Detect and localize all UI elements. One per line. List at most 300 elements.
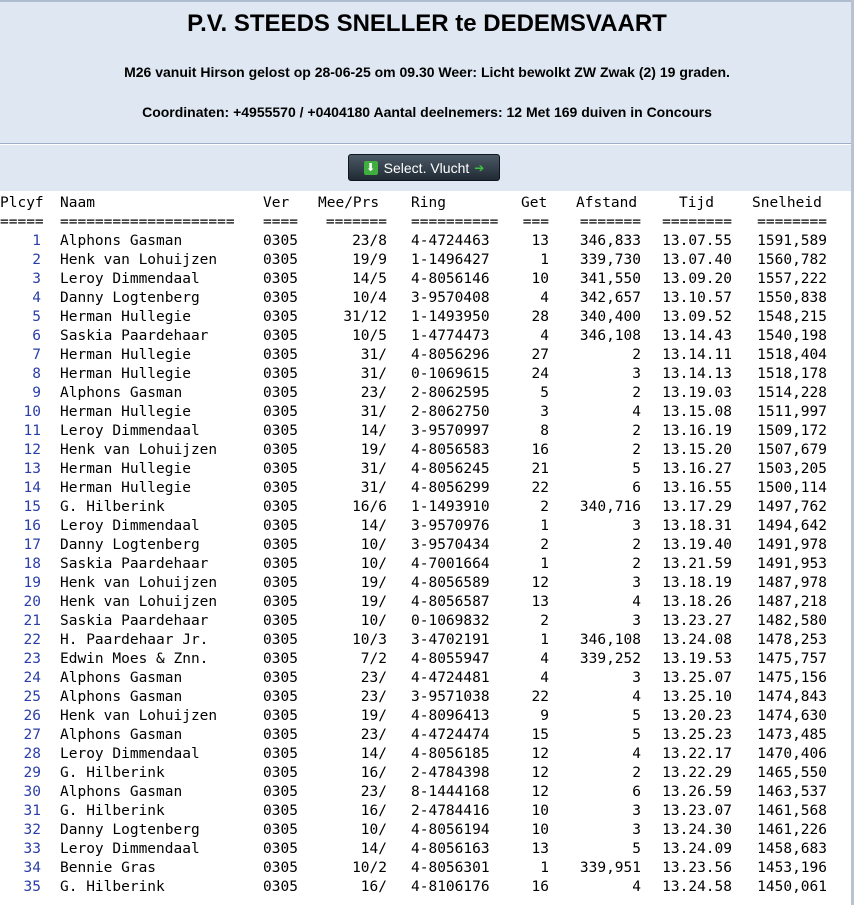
cell-position[interactable]: 18 (23, 556, 41, 572)
cell-name: Alphons Gasman (60, 784, 183, 800)
cell-time: 13.19.40 (662, 537, 732, 553)
cell-ring: 4-8056299 (411, 480, 490, 496)
cell-get: 10 (531, 271, 549, 287)
cell-speed: 1491,978 (757, 537, 827, 553)
cell-distance: 5 (632, 708, 641, 724)
cell-mee-prs: 14/ (360, 423, 387, 439)
table-row (0, 460, 854, 479)
cell-time: 13.22.29 (662, 765, 732, 781)
cell-time: 13.26.59 (662, 784, 732, 800)
cell-name: G. Hilberink (60, 499, 165, 515)
cell-speed: 1591,589 (757, 233, 827, 249)
cell-get: 24 (531, 366, 549, 382)
cell-time: 13.23.27 (662, 613, 732, 629)
table-separator (0, 213, 854, 232)
cell-time: 13.23.56 (662, 860, 732, 876)
cell-name: Herman Hullegie (60, 366, 191, 382)
cell-speed: 1557,222 (757, 271, 827, 287)
cell-speed: 1458,683 (757, 841, 827, 857)
table-row (0, 536, 854, 555)
cell-distance: 6 (632, 480, 641, 496)
table-row (0, 745, 854, 764)
results-table (0, 194, 854, 897)
table-row (0, 707, 854, 726)
table-row (0, 403, 854, 422)
cell-position[interactable]: 22 (23, 632, 41, 648)
cell-get: 12 (531, 746, 549, 762)
table-row (0, 384, 854, 403)
cell-ver: 0305 (263, 461, 298, 477)
cell-name: Herman Hullegie (60, 404, 191, 420)
cell-mee-prs: 19/ (360, 575, 387, 591)
cell-time: 13.18.31 (662, 518, 732, 534)
cell-distance: 3 (632, 613, 641, 629)
cell-time: 13.15.20 (662, 442, 732, 458)
cell-time: 13.07.55 (662, 233, 732, 249)
column-separator-get: === (522, 214, 549, 230)
column-header-time: Tijd (679, 195, 714, 211)
cell-mee-prs: 19/ (360, 594, 387, 610)
cell-ver: 0305 (263, 727, 298, 743)
cell-speed: 1453,196 (757, 860, 827, 876)
cell-position[interactable]: 34 (23, 860, 41, 876)
cell-speed: 1461,226 (757, 822, 827, 838)
cell-ver: 0305 (263, 784, 298, 800)
cell-time: 13.17.29 (662, 499, 732, 515)
race-coordinates: Coordinaten: +4955570 / +0404180 Aantal deelnemers: 12 Met 169 duiven in Concours (142, 104, 712, 120)
cell-get: 1 (540, 518, 549, 534)
cell-ver: 0305 (263, 632, 298, 648)
cell-speed: 1500,114 (757, 480, 827, 496)
cell-get: 15 (531, 727, 549, 743)
cell-position[interactable]: 15 (23, 499, 41, 515)
cell-ver: 0305 (263, 480, 298, 496)
cell-ring: 4-8056245 (411, 461, 490, 477)
cell-get: 10 (531, 803, 549, 819)
cell-time: 13.19.03 (662, 385, 732, 401)
cell-ring: 2-8062750 (411, 404, 490, 420)
cell-ver: 0305 (263, 670, 298, 686)
table-row (0, 840, 854, 859)
table-row (0, 498, 854, 517)
cell-ring: 1-1493910 (411, 499, 490, 515)
cell-time: 13.24.08 (662, 632, 732, 648)
cell-speed: 1548,215 (757, 309, 827, 325)
cell-position[interactable]: 23 (23, 651, 41, 667)
cell-name: Herman Hullegie (60, 461, 191, 477)
cell-time: 13.10.57 (662, 290, 732, 306)
cell-name: Leroy Dimmendaal (60, 271, 200, 287)
cell-ring: 4-8056301 (411, 860, 490, 876)
table-row (0, 441, 854, 460)
arrow-right-icon: ➔ (474, 160, 485, 175)
cell-get: 12 (531, 575, 549, 591)
cell-distance: 4 (632, 746, 641, 762)
cell-get: 1 (540, 556, 549, 572)
cell-name: Saskia Paardehaar (60, 328, 209, 344)
cell-ring: 3-9570976 (411, 518, 490, 534)
cell-mee-prs: 10/ (360, 537, 387, 553)
cell-get: 12 (531, 784, 549, 800)
race-info: M26 vanuit Hirson gelost op 28-06-25 om 09.30 Weer: Licht bewolkt ZW Zwak (2) 19 graden. (124, 64, 730, 80)
cell-time: 13.18.19 (662, 575, 732, 591)
cell-get: 5 (540, 385, 549, 401)
cell-name: Herman Hullegie (60, 309, 191, 325)
cell-distance: 342,657 (579, 290, 641, 306)
cell-speed: 1503,205 (757, 461, 827, 477)
cell-speed: 1550,838 (757, 290, 827, 306)
cell-ring: 4-8055947 (411, 651, 490, 667)
cell-speed: 1511,997 (757, 404, 827, 420)
cell-get: 8 (540, 423, 549, 439)
column-header-position: Plcyf (0, 195, 44, 211)
cell-time: 13.19.53 (662, 651, 732, 667)
cell-position[interactable]: 8 (32, 366, 41, 382)
cell-mee-prs: 31/ (360, 366, 387, 382)
cell-speed: 1518,404 (757, 347, 827, 363)
cell-position[interactable]: 1 (32, 233, 41, 249)
cell-distance: 2 (632, 385, 641, 401)
cell-position[interactable]: 6 (32, 328, 41, 344)
cell-name: Alphons Gasman (60, 689, 183, 705)
cell-ver: 0305 (263, 765, 298, 781)
cell-distance: 3 (632, 575, 641, 591)
cell-ver: 0305 (263, 423, 298, 439)
cell-mee-prs: 16/ (360, 765, 387, 781)
cell-position[interactable]: 2 (32, 252, 41, 268)
cell-speed: 1540,198 (757, 328, 827, 344)
cell-ver: 0305 (263, 309, 298, 325)
cell-ver: 0305 (263, 879, 298, 895)
cell-ring: 4-7001664 (411, 556, 490, 572)
table-row (0, 270, 854, 289)
cell-position[interactable]: 24 (23, 670, 41, 686)
cell-position[interactable]: 16 (23, 518, 41, 534)
cell-name: Henk van Lohuijzen (60, 708, 218, 724)
cell-ver: 0305 (263, 841, 298, 857)
cell-get: 4 (540, 290, 549, 306)
cell-ring: 0-1069832 (411, 613, 490, 629)
table-row (0, 612, 854, 631)
cell-position[interactable]: 14 (23, 480, 41, 496)
cell-distance: 346,108 (579, 632, 641, 648)
cell-time: 13.09.20 (662, 271, 732, 287)
table-row (0, 802, 854, 821)
cell-position[interactable]: 30 (23, 784, 41, 800)
cell-speed: 1487,218 (757, 594, 827, 610)
cell-name: Herman Hullegie (60, 480, 191, 496)
cell-position[interactable]: 25 (23, 689, 41, 705)
cell-speed: 1507,679 (757, 442, 827, 458)
cell-distance: 5 (632, 461, 641, 477)
cell-ring: 4-8056185 (411, 746, 490, 762)
column-separator-ver: ==== (263, 214, 298, 230)
cell-distance: 3 (632, 803, 641, 819)
cell-get: 2 (540, 499, 549, 515)
cell-time: 13.22.17 (662, 746, 732, 762)
table-row (0, 555, 854, 574)
cell-get: 28 (531, 309, 549, 325)
cell-position[interactable]: 20 (23, 594, 41, 610)
cell-speed: 1463,537 (757, 784, 827, 800)
cell-name: Danny Logtenberg (60, 537, 200, 553)
cell-distance: 2 (632, 347, 641, 363)
cell-name: Saskia Paardehaar (60, 613, 209, 629)
column-header-speed: Snelheid (752, 195, 822, 211)
cell-get: 12 (531, 765, 549, 781)
cell-distance: 340,400 (579, 309, 641, 325)
column-separator-position: ===== (0, 214, 44, 230)
table-row (0, 726, 854, 745)
cell-ring: 4-8056163 (411, 841, 490, 857)
column-header-ver: Ver (263, 195, 290, 211)
cell-distance: 4 (632, 594, 641, 610)
cell-position[interactable]: 19 (23, 575, 41, 591)
cell-position[interactable]: 27 (23, 727, 41, 743)
cell-name: Bennie Gras (60, 860, 157, 876)
table-row (0, 631, 854, 650)
column-header-ring: Ring (411, 195, 446, 211)
cell-ver: 0305 (263, 385, 298, 401)
button-band (0, 145, 854, 191)
cell-position[interactable]: 32 (23, 822, 41, 838)
cell-position[interactable]: 21 (23, 613, 41, 629)
cell-distance: 6 (632, 784, 641, 800)
cell-mee-prs: 16/ (360, 803, 387, 819)
cell-position[interactable]: 35 (23, 879, 41, 895)
cell-ring: 3-9571038 (411, 689, 490, 705)
cell-position[interactable]: 33 (23, 841, 41, 857)
cell-get: 2 (540, 537, 549, 553)
cell-ver: 0305 (263, 613, 298, 629)
cell-mee-prs: 10/2 (352, 860, 387, 876)
cell-mee-prs: 19/9 (352, 252, 387, 268)
page-header (0, 0, 854, 144)
cell-get: 3 (540, 404, 549, 420)
cell-position[interactable]: 3 (32, 271, 41, 287)
cell-mee-prs: 23/ (360, 385, 387, 401)
cell-ring: 3-4702191 (411, 632, 490, 648)
cell-name: Alphons Gasman (60, 727, 183, 743)
cell-mee-prs: 14/ (360, 746, 387, 762)
cell-position[interactable]: 31 (23, 803, 41, 819)
cell-name: Danny Logtenberg (60, 822, 200, 838)
cell-name: Alphons Gasman (60, 670, 183, 686)
cell-ring: 2-4784416 (411, 803, 490, 819)
cell-ver: 0305 (263, 442, 298, 458)
table-row (0, 878, 854, 897)
cell-mee-prs: 10/4 (352, 290, 387, 306)
cell-speed: 1491,953 (757, 556, 827, 572)
cell-mee-prs: 31/ (360, 347, 387, 363)
cell-distance: 2 (632, 765, 641, 781)
cell-mee-prs: 31/ (360, 480, 387, 496)
cell-name: G. Hilberink (60, 765, 165, 781)
cell-name: Leroy Dimmendaal (60, 423, 200, 439)
cell-mee-prs: 16/6 (352, 499, 387, 515)
cell-distance: 4 (632, 879, 641, 895)
table-row (0, 764, 854, 783)
cell-ver: 0305 (263, 499, 298, 515)
cell-position[interactable]: 26 (23, 708, 41, 724)
cell-ring: 1-1493950 (411, 309, 490, 325)
cell-name: Edwin Moes & Znn. (60, 651, 209, 667)
cell-distance: 4 (632, 689, 641, 705)
cell-get: 1 (540, 252, 549, 268)
cell-position[interactable]: 10 (23, 404, 41, 420)
cell-name: Henk van Lohuijzen (60, 252, 218, 268)
cell-mee-prs: 16/ (360, 879, 387, 895)
cell-time: 13.21.59 (662, 556, 732, 572)
cell-mee-prs: 7/2 (360, 651, 387, 667)
cell-speed: 1482,580 (757, 613, 827, 629)
cell-ver: 0305 (263, 594, 298, 610)
cell-name: Alphons Gasman (60, 385, 183, 401)
cell-distance: 346,833 (579, 233, 641, 249)
cell-get: 9 (540, 708, 549, 724)
cell-get: 16 (531, 442, 549, 458)
table-row (0, 365, 854, 384)
cell-time: 13.25.10 (662, 689, 732, 705)
cell-ring: 3-9570997 (411, 423, 490, 439)
table-row (0, 574, 854, 593)
cell-speed: 1450,061 (757, 879, 827, 895)
table-row (0, 593, 854, 612)
cell-name: Saskia Paardehaar (60, 556, 209, 572)
cell-get: 2 (540, 613, 549, 629)
cell-distance: 339,730 (579, 252, 641, 268)
cell-ring: 4-8106176 (411, 879, 490, 895)
cell-speed: 1475,156 (757, 670, 827, 686)
cell-position[interactable]: 17 (23, 537, 41, 553)
cell-time: 13.14.13 (662, 366, 732, 382)
cell-time: 13.16.27 (662, 461, 732, 477)
cell-ver: 0305 (263, 651, 298, 667)
cell-ver: 0305 (263, 328, 298, 344)
table-row (0, 783, 854, 802)
cell-time: 13.20.23 (662, 708, 732, 724)
cell-distance: 2 (632, 423, 641, 439)
column-separator-mee-prs: ======= (325, 214, 387, 230)
cell-ring: 4-8056587 (411, 594, 490, 610)
cell-speed: 1475,757 (757, 651, 827, 667)
cell-position[interactable]: 9 (32, 385, 41, 401)
cell-time: 13.25.07 (662, 670, 732, 686)
download-icon: ⬇ (364, 161, 378, 175)
cell-mee-prs: 10/3 (352, 632, 387, 648)
cell-ver: 0305 (263, 271, 298, 287)
cell-get: 4 (540, 670, 549, 686)
cell-mee-prs: 31/ (360, 404, 387, 420)
cell-time: 13.23.07 (662, 803, 732, 819)
cell-ver: 0305 (263, 347, 298, 363)
cell-name: Henk van Lohuijzen (60, 442, 218, 458)
cell-time: 13.07.40 (662, 252, 732, 268)
cell-speed: 1509,172 (757, 423, 827, 439)
column-header-mee-prs: Mee/Prs (318, 195, 380, 211)
cell-mee-prs: 23/ (360, 670, 387, 686)
cell-time: 13.09.52 (662, 309, 732, 325)
cell-ring: 1-4774473 (411, 328, 490, 344)
cell-name: Leroy Dimmendaal (60, 746, 200, 762)
cell-speed: 1478,253 (757, 632, 827, 648)
cell-ring: 2-8062595 (411, 385, 490, 401)
cell-distance: 346,108 (579, 328, 641, 344)
cell-get: 13 (531, 594, 549, 610)
cell-speed: 1474,630 (757, 708, 827, 724)
cell-ver: 0305 (263, 689, 298, 705)
cell-position[interactable]: 5 (32, 309, 41, 325)
cell-ring: 1-1496427 (411, 252, 490, 268)
table-row (0, 251, 854, 270)
table-row (0, 859, 854, 878)
table-row (0, 479, 854, 498)
cell-ring: 8-1444168 (411, 784, 490, 800)
cell-mee-prs: 14/ (360, 518, 387, 534)
table-row (0, 346, 854, 365)
select-flight-button[interactable] (348, 154, 500, 181)
cell-distance: 2 (632, 556, 641, 572)
cell-distance: 3 (632, 670, 641, 686)
table-row (0, 289, 854, 308)
cell-position[interactable]: 13 (23, 461, 41, 477)
cell-mee-prs: 10/ (360, 556, 387, 572)
cell-mee-prs: 19/ (360, 708, 387, 724)
cell-distance: 2 (632, 442, 641, 458)
cell-ver: 0305 (263, 518, 298, 534)
cell-ring: 4-8056146 (411, 271, 490, 287)
cell-time: 13.24.09 (662, 841, 732, 857)
cell-speed: 1473,485 (757, 727, 827, 743)
table-row (0, 327, 854, 346)
cell-position[interactable]: 28 (23, 746, 41, 762)
cell-ring: 2-4784398 (411, 765, 490, 781)
cell-speed: 1560,782 (757, 252, 827, 268)
cell-get: 4 (540, 651, 549, 667)
cell-time: 13.18.26 (662, 594, 732, 610)
cell-position[interactable]: 7 (32, 347, 41, 363)
cell-position[interactable]: 29 (23, 765, 41, 781)
cell-name: H. Paardehaar Jr. (60, 632, 209, 648)
cell-name: G. Hilberink (60, 803, 165, 819)
cell-speed: 1497,762 (757, 499, 827, 515)
table-row (0, 821, 854, 840)
cell-name: Herman Hullegie (60, 347, 191, 363)
cell-distance: 3 (632, 822, 641, 838)
cell-time: 13.16.55 (662, 480, 732, 496)
cell-position[interactable]: 12 (23, 442, 41, 458)
cell-position[interactable]: 11 (23, 423, 41, 439)
cell-ring: 4-4724481 (411, 670, 490, 686)
cell-get: 13 (531, 233, 549, 249)
cell-time: 13.24.30 (662, 822, 732, 838)
cell-distance: 3 (632, 366, 641, 382)
cell-name: Danny Logtenberg (60, 290, 200, 306)
cell-get: 1 (540, 632, 549, 648)
cell-speed: 1518,178 (757, 366, 827, 382)
cell-speed: 1474,843 (757, 689, 827, 705)
cell-get: 1 (540, 860, 549, 876)
cell-mee-prs: 23/8 (352, 233, 387, 249)
cell-ver: 0305 (263, 366, 298, 382)
cell-position[interactable]: 4 (32, 290, 41, 306)
cell-speed: 1461,568 (757, 803, 827, 819)
table-row (0, 232, 854, 251)
cell-distance: 5 (632, 841, 641, 857)
cell-mee-prs: 31/12 (343, 309, 387, 325)
column-header-distance: Afstand (576, 195, 638, 211)
cell-ring: 4-4724463 (411, 233, 490, 249)
